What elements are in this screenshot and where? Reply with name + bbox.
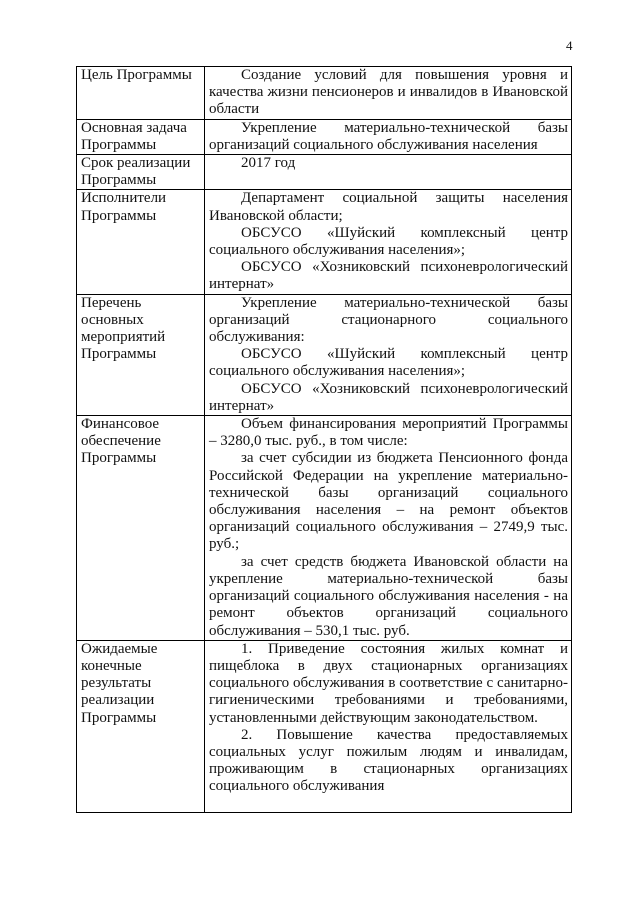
table-row — [77, 416, 572, 641]
row-content-term — [205, 155, 572, 190]
row-label-term: Срок реализации Программы — [77, 155, 205, 190]
content-paragraph: ОБСУСО «Хозниковский психоневрологический интернат» — [209, 259, 568, 293]
table-row — [77, 640, 572, 812]
row-label-activities: Перечень основных мероприятий Программы — [77, 294, 205, 415]
content-paragraph: 2. Повышение качества предоставляемых социальных услуг пожилым людям и инвалидам, проживающим в стационарных организациях социального обслуживания — [209, 726, 568, 795]
row-label-results: Ожидаемые конечные результаты реализации Программы — [77, 640, 205, 812]
program-passport-table — [76, 66, 572, 813]
table-row — [77, 294, 572, 415]
content-paragraph: Укрепление материально-технической базы организаций социального обслуживания населения — [209, 119, 568, 153]
table-row — [77, 190, 572, 294]
content-paragraph: ОБСУСО «Шуйский комплексный центр социального обслуживания населения»; — [209, 346, 568, 380]
row-content-main-task — [205, 119, 572, 154]
row-content-goal — [205, 67, 572, 120]
content-paragraph: 1. Приведение состояния жилых комнат и пищеблока в двух стационарных организациях социального обслуживания в соответствие с санитарно-гигиеническими требованиями и требованиями, установленными действующим законодательством. — [209, 640, 568, 726]
row-label-financing: Финансовое обеспечение Программы — [77, 416, 205, 641]
row-content-activities — [205, 294, 572, 415]
table-row — [77, 155, 572, 190]
table-row — [77, 119, 572, 154]
content-paragraph: ОБСУСО «Шуйский комплексный центр социального обслуживания населения»; — [209, 224, 568, 259]
row-label-main-task: Основная задача Программы — [77, 119, 205, 154]
content-paragraph: за счет средств бюджета Ивановской области на укрепление материально-технической базы организаций социального обслуживания населения - на ремонт объектов организаций социального обслуживания – 530,1 тыс. руб. — [209, 553, 568, 639]
row-content-results — [205, 640, 572, 812]
row-content-executors — [205, 190, 572, 294]
page-number: 4 — [566, 38, 573, 53]
content-paragraph: Объем финансирования мероприятий Программы – 3280,0 тыс. руб., в том числе: — [209, 416, 568, 450]
content-paragraph: Создание условий для повышения уровня и качества жизни пенсионеров и инвалидов в Ивановской области — [209, 67, 568, 118]
content-paragraph: Укрепление материально-технической базы организаций стационарного социального обслуживания: — [209, 294, 568, 346]
content-paragraph: за счет субсидии из бюджета Пенсионного фонда Российской Федерации на укрепление материально-технической базы организаций социального обслуживания населения – на ремонт объектов организаций социального обслуживания – 2749,9 тыс. руб.; — [209, 450, 568, 553]
content-paragraph: 2017 год — [241, 155, 296, 172]
content-paragraph: ОБСУСО «Хозниковский психоневрологический интернат» — [209, 380, 568, 414]
table-row — [77, 67, 572, 120]
row-label-goal: Цель Программы — [77, 67, 205, 120]
content-paragraph: Департамент социальной защиты населения Ивановской области; — [209, 190, 568, 224]
row-content-financing — [205, 416, 572, 641]
row-label-executors: Исполнители Программы — [77, 190, 205, 294]
